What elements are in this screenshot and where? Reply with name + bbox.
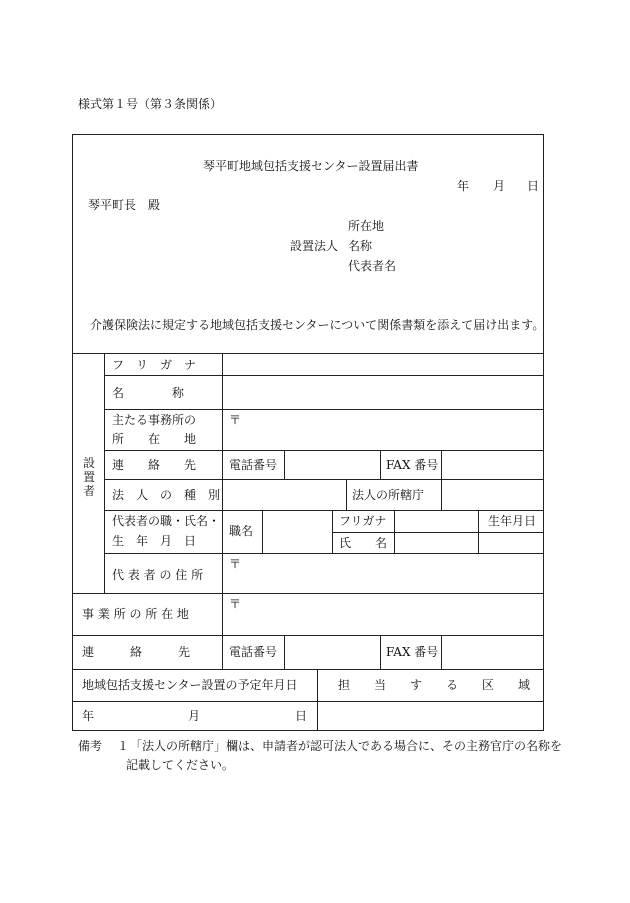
date-day: 日	[527, 179, 540, 193]
note-label: 備考	[78, 739, 103, 753]
rule	[72, 701, 544, 702]
postal-mark: 〒	[229, 597, 242, 611]
rep-furigana-label: フリガナ	[339, 514, 387, 528]
rule-v	[346, 479, 347, 510]
postal-mark: 〒	[229, 413, 242, 427]
rule-v	[332, 510, 333, 553]
rule	[72, 593, 544, 594]
applicant-representative-label: 代表者名	[348, 259, 397, 273]
post-label: 職名	[229, 524, 254, 538]
establisher-label: 設置者	[82, 456, 95, 498]
rule	[72, 635, 544, 636]
rule-v	[380, 635, 381, 669]
planned-date-label: 地域包括支援センター設置の予定年月日	[82, 678, 298, 692]
addressee: 琴平町長 殿	[88, 198, 161, 212]
rule	[72, 669, 544, 670]
rule-v	[284, 635, 285, 669]
postal-mark: 〒	[229, 557, 242, 571]
phone-label: 電話番号	[229, 645, 278, 659]
rule	[332, 532, 544, 533]
fax-label: FAX 番号	[386, 645, 439, 659]
planned-month: 月	[188, 709, 201, 723]
note-number: １	[117, 739, 130, 753]
planned-day: 日	[295, 709, 308, 723]
rep-label-line1: 代表者の職・氏名・	[112, 514, 221, 528]
document-title: 琴平町地域包括支援センター設置届出書	[203, 159, 419, 173]
rule-v	[104, 353, 105, 593]
note-line2: 記載してください。	[126, 758, 235, 772]
rule-v	[222, 353, 223, 669]
office-label-line2: 所 在 地	[112, 432, 197, 446]
rule-v	[441, 479, 442, 510]
rep-address-label: 代 表 者 の 住 所	[112, 568, 204, 582]
area-label: 担 当 す る 区 域	[338, 678, 531, 692]
corp-authority-label: 法人の所轄庁	[352, 488, 425, 502]
date-year: 年	[457, 179, 470, 193]
statement: 介護保険法に規定する地域包括支援センターについて関係書類を添えて届け出ます。	[90, 318, 545, 332]
rule	[104, 450, 544, 451]
rep-label-line2: 生 年 月 日	[112, 534, 197, 548]
birth-label: 生年月日	[488, 514, 537, 528]
rule-v	[394, 510, 395, 553]
rule-v	[380, 450, 381, 479]
furigana-label: フ リ ガ ナ	[112, 358, 197, 372]
date-month: 月	[493, 179, 506, 193]
rule	[104, 479, 544, 480]
phone-label: 電話番号	[229, 458, 278, 472]
rep-name-label: 氏 名	[339, 536, 388, 550]
rule-v	[441, 450, 442, 479]
fax-label: FAX 番号	[386, 458, 439, 472]
form-number: 様式第１号（第３条関係）	[78, 97, 223, 111]
rule-v	[284, 450, 285, 479]
rule	[104, 375, 544, 376]
rule-header-bottom	[72, 353, 544, 354]
office-label-line1: 主たる事務所の	[112, 413, 197, 427]
contact-label: 連 絡 先	[112, 458, 197, 472]
applicant-label: 設置法人	[290, 239, 339, 253]
rule-v	[262, 510, 263, 553]
rule-v	[478, 510, 479, 553]
rule-v	[317, 669, 318, 731]
name-label: 名 称	[112, 386, 185, 400]
office-contact-label: 連 絡 先	[82, 645, 191, 659]
rule-v	[441, 635, 442, 669]
office-location-label: 事 業 所 の 所 在 地	[82, 607, 189, 621]
rule	[104, 553, 544, 554]
rule	[104, 409, 544, 410]
applicant-name-label: 名称	[348, 239, 373, 253]
corp-type-label: 法 人 の 種 別	[112, 488, 221, 502]
planned-year: 年	[82, 709, 95, 723]
note-line1: 「法人の所轄庁」欄は、申請者が認可法人である場合に、その主務官庁の名称を	[130, 739, 563, 753]
applicant-address-label: 所在地	[348, 219, 385, 233]
